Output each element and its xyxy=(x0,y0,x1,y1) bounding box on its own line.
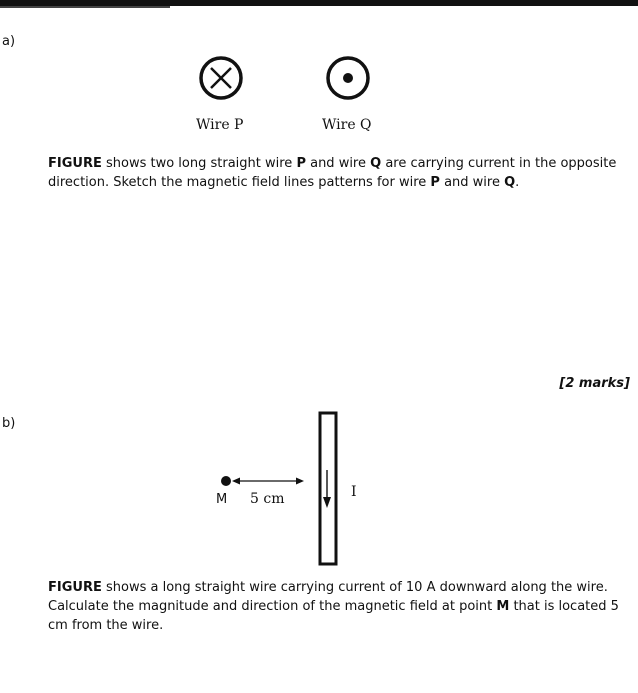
text-segment: and wire xyxy=(305,156,371,171)
text-segment: . xyxy=(515,175,520,190)
wire-rect xyxy=(320,413,336,564)
figure-word: FIGURE xyxy=(48,156,102,171)
wire-p-label: Wire P xyxy=(196,117,244,133)
distance-arrow-left-head xyxy=(232,478,240,485)
wire-q-ref: Q xyxy=(504,175,516,190)
distance-arrow-right-head xyxy=(296,478,304,485)
marks-label: [2 marks] xyxy=(559,376,630,391)
point-m-dot xyxy=(221,476,231,486)
current-arrow-head xyxy=(323,497,331,508)
text-segment: shows a long straight wire carrying current of 10 A downward along the wire. Calculate the magnitude and direction of the magnetic field at point xyxy=(48,580,608,614)
figure-word: FIGURE xyxy=(48,580,102,595)
text-segment: shows two long straight wire xyxy=(101,156,297,171)
point-m-ref: M xyxy=(496,599,510,614)
part-b-question xyxy=(48,578,636,635)
point-m-label: M xyxy=(216,492,228,507)
part-b-label: b) xyxy=(2,416,16,431)
current-label: I xyxy=(351,484,357,500)
wire-p-ref: P xyxy=(296,156,306,171)
text-segment: that is located 5 cm from the wire. xyxy=(48,599,619,633)
wire-q-label: Wire Q xyxy=(322,117,372,133)
wire-q-ref: Q xyxy=(370,156,382,171)
text-segment: and wire xyxy=(439,175,505,190)
text-segment: are carrying current in the opposite direction. Sketch the magnetic field lines patterns for wire xyxy=(48,156,617,190)
distance-label: 5 cm xyxy=(250,491,285,507)
part-a-label: a) xyxy=(2,34,16,49)
wire-p-ref: P xyxy=(430,175,440,190)
